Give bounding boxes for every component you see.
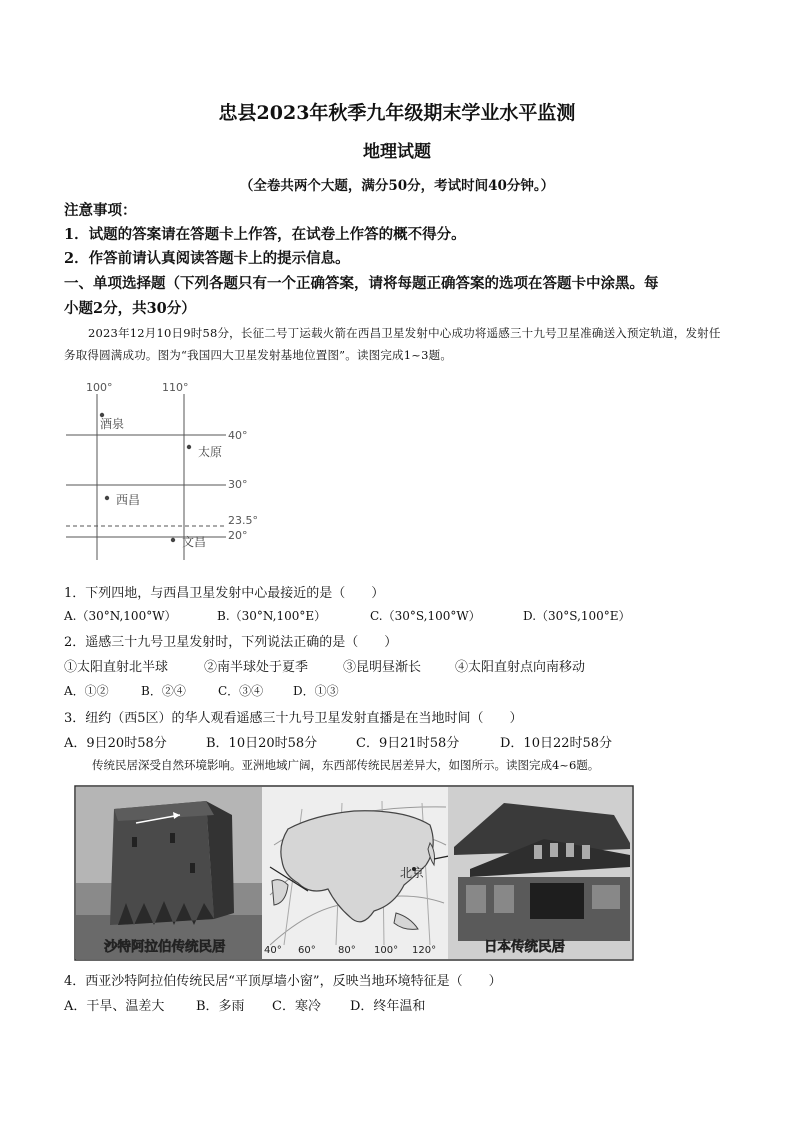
- site-label-xichang: 西昌: [116, 493, 141, 507]
- q1-option-d: D.（30°S,100°E）: [523, 609, 631, 623]
- lon-label: 110°: [162, 381, 189, 394]
- passage-1: 2023年12月10日9时58分，长征二号丁运载火箭在西昌卫星发射中心成功将遥感三十九号卫星准确送入预定轨道，发射任务取得圆满成功。图为“我国四大卫星发射基地位置图”。读图完成1~3题。: [64, 326, 721, 362]
- note-item: 1．试题的答案请在答题卡上作答，在试卷上作答的概不得分。: [64, 226, 466, 243]
- site-dot-taiyuan: [187, 445, 191, 449]
- lat-label: 20°: [228, 529, 248, 542]
- q1-option-a: A.（30°N,100°W）: [64, 609, 177, 623]
- map-lon-label: 80°: [338, 945, 356, 956]
- q2-option-d: D．①③: [293, 684, 339, 698]
- question-2-stem: 2．遥感三十九号卫星发射时，下列说法正确的是（ ）: [64, 635, 398, 650]
- q4-option-a: A．干旱、温差大: [64, 999, 165, 1014]
- q4-option-c: C．寒冷: [272, 999, 321, 1014]
- q2-option-a: A．①②: [64, 684, 109, 698]
- site-dot-xichang: [105, 496, 109, 500]
- lat-label: 30°: [228, 478, 248, 491]
- section-heading-cont: 小题2分，共30分）: [64, 300, 196, 317]
- notes-heading: 注意事项：: [64, 202, 137, 219]
- subject-title: 地理试题: [363, 142, 431, 162]
- question-4-stem: 4．西亚沙特阿拉伯传统民居“平顶厚墙小窗”，反映当地环境特征是（ ）: [64, 974, 502, 989]
- asia-map: [262, 787, 454, 959]
- q1-option-c: C.（30°S,100°W）: [370, 609, 481, 623]
- map-lon-label: 120°: [412, 945, 437, 956]
- question-1-stem: 1．下列四地，与西昌卫星发射中心最接近的是（ ）: [64, 586, 385, 601]
- exam-info: （全卷共两个大题，满分50分，考试时间40分钟。）: [239, 178, 555, 194]
- q2-statement: ①太阳直射北半球: [64, 660, 169, 675]
- question-3-stem: 3．纽约（西5区）的华人观看遥感三十九号卫星发射直播是在当地时间（ ）: [64, 711, 523, 726]
- site-label-taiyuan: 太原: [198, 445, 223, 459]
- map-lon-label: 60°: [298, 945, 316, 956]
- map-lon-label: 40°: [264, 945, 282, 956]
- site-label-jiuquan: 酒泉: [100, 417, 125, 431]
- q4-option-d: D．终年温和: [350, 999, 426, 1014]
- note-item: 2．作答前请认真阅读答题卡上的提示信息。: [64, 250, 350, 267]
- q2-statement: ②南半球处于夏季: [204, 660, 309, 675]
- dwellings-figure: [74, 785, 634, 961]
- q2-statement: ③昆明昼渐长: [343, 660, 422, 675]
- q3-option-c: C．9日21时58分: [356, 736, 460, 751]
- q3-option-d: D．10日22时58分: [500, 736, 613, 751]
- exam-title: 忠县2023年秋季九年级期末学业水平监测: [218, 102, 576, 124]
- site-label-wenchang: 文昌: [182, 535, 207, 549]
- q2-statement: ④太阳直射点向南移动: [455, 660, 586, 675]
- launch-sites-map: [60, 378, 280, 568]
- q2-option-b: B．②④: [141, 684, 186, 698]
- map-city-label: 北京: [400, 866, 425, 880]
- site-dot-wenchang: [171, 538, 175, 542]
- map-lon-label: 100°: [374, 945, 399, 956]
- japan-dwelling-caption: 日本传统民居: [484, 939, 565, 955]
- passage-2: 传统民居深受自然环境影响。亚洲地域广阔，东西部传统民居差异大，如图所示。读图完成4~6题。: [92, 758, 600, 772]
- q4-option-b: B．多雨: [196, 999, 245, 1014]
- q1-option-b: B.（30°N,100°E）: [217, 609, 327, 623]
- q3-option-b: B．10日20时58分: [206, 736, 318, 751]
- section-heading: 一、单项选择题（下列各题只有一个正确答案，请将每题正确答案的选项在答题卡中涂黑。每: [64, 275, 659, 292]
- lon-label: 100°: [86, 381, 113, 394]
- q2-option-c: C．③④: [218, 684, 264, 698]
- lat-label: 23.5°: [228, 514, 258, 527]
- saudi-dwelling-caption: 沙特阿拉伯传统民居: [104, 939, 226, 955]
- q3-option-a: A．9日20时58分: [64, 736, 167, 751]
- saudi-dwelling-photo: [76, 787, 262, 959]
- japanese-dwelling-photo: [448, 787, 632, 959]
- lat-label: 40°: [228, 429, 248, 442]
